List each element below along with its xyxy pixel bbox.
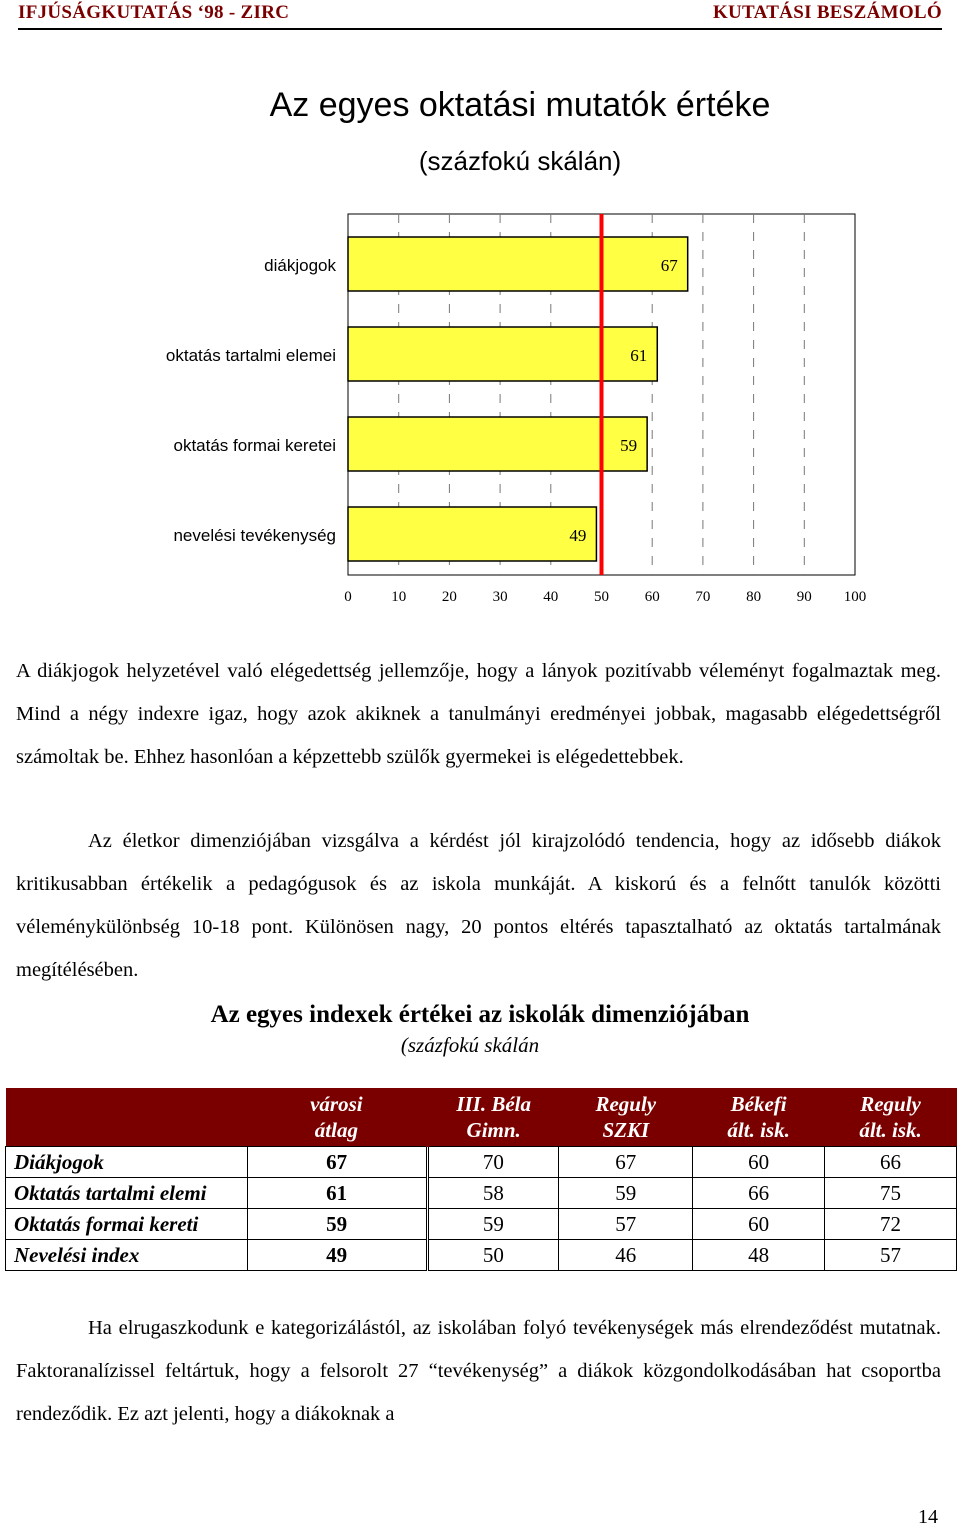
table-cell: 66 xyxy=(693,1178,825,1209)
table-row xyxy=(6,1147,957,1178)
chart-title: Az egyes oktatási mutatók értéke xyxy=(269,86,771,124)
bar xyxy=(348,237,688,291)
table-row xyxy=(6,1209,957,1240)
row-label: Diákjogok xyxy=(6,1147,248,1178)
x-tick-label: 20 xyxy=(441,589,457,605)
table-cell: 46 xyxy=(559,1240,693,1271)
index-table xyxy=(5,1088,957,1271)
table-cell: 59 xyxy=(247,1209,427,1240)
bar-value-label: 59 xyxy=(620,436,638,455)
x-tick-label: 0 xyxy=(344,589,352,605)
x-tick-label: 70 xyxy=(695,589,711,605)
column-header: Békefi ált. isk. xyxy=(693,1088,825,1147)
row-label: Nevelési index xyxy=(6,1240,248,1271)
chart-subtitle: (százfokú skálán) xyxy=(418,146,622,176)
column-header: Reguly ált. isk. xyxy=(825,1088,957,1147)
category-label: oktatás tartalmi elemei xyxy=(165,346,336,365)
x-tick-label: 40 xyxy=(543,589,559,605)
table-cell: 58 xyxy=(427,1178,559,1209)
table-cell: 67 xyxy=(559,1147,693,1178)
table-cell: 48 xyxy=(693,1240,825,1271)
bar-value-label: 61 xyxy=(630,346,648,365)
category-label: nevelési tevékenység xyxy=(173,526,336,545)
table-cell: 60 xyxy=(693,1209,825,1240)
x-tick-label: 50 xyxy=(594,589,609,605)
column-header: III. Béla Gimn. xyxy=(427,1088,559,1147)
bar-value-label: 67 xyxy=(660,256,678,275)
category-label: oktatás formai keretei xyxy=(173,436,336,455)
x-tick-label: 10 xyxy=(391,589,407,605)
table-subtitle: (százfokú skálán xyxy=(400,1033,540,1057)
table-row xyxy=(6,1178,957,1209)
page-header xyxy=(18,0,942,30)
column-header: Reguly SZKI xyxy=(559,1088,693,1147)
table-cell: 72 xyxy=(825,1209,957,1240)
table-title: Az egyes indexek értékei az iskolák dimenziójában xyxy=(210,1001,750,1028)
header-right: KUTATÁSI BESZÁMOLÓ xyxy=(712,2,942,23)
row-label: Oktatás formai kereti xyxy=(6,1209,248,1240)
bar-value-label: 49 xyxy=(569,526,587,545)
x-tick-label: 30 xyxy=(492,589,508,605)
table-header-row xyxy=(6,1088,957,1147)
table-cell: 75 xyxy=(825,1178,957,1209)
paragraph-1: A diákjogok helyzetével való elégedettség jellemzője, hogy a lányok pozitívabb véleményt fogalmaztak meg. Mind a négy indexre igaz, hogy azok akiknek a tanulmányi eredményei jobbak, magasabb elégedettségről számoltak be. Ehhez hasonlóan a képzettebb szülők gyermekei is elégedettebbek. xyxy=(16,660,941,768)
x-tick-label: 60 xyxy=(644,589,660,605)
paragraph-2: Az életkor dimenziójában vizsgálva a kérdést jól kirajzolódó tendencia, hogy az idősebb diákok kritikusabban értékelik a pedagógusok és az iskola munkáját. A kiskorú és a felnőtt tanulók közötti véleménykülönbség 10-18 pont. Különösen nagy, 20 pontos eltérés tapasztalható az oktatás tartalmának megítélésében. xyxy=(16,830,941,981)
header-left: IFJÚSÁGKUTATÁS ‘98 - ZIRC xyxy=(18,2,290,23)
category-label: diákjogok xyxy=(264,256,336,275)
table-cell: 61 xyxy=(247,1178,427,1209)
x-tick-label: 80 xyxy=(746,589,762,605)
bar xyxy=(348,327,657,381)
table-cell: 60 xyxy=(693,1147,825,1178)
table-cell: 66 xyxy=(825,1147,957,1178)
page-number: 14 xyxy=(918,1506,938,1528)
table-cell: 49 xyxy=(247,1240,427,1271)
table-cell: 59 xyxy=(427,1209,559,1240)
table-cell: 57 xyxy=(825,1240,957,1271)
bar xyxy=(348,507,596,561)
table-cell: 70 xyxy=(427,1147,559,1178)
x-tick-label: 100 xyxy=(843,589,867,605)
table-header-empty xyxy=(6,1088,248,1147)
table-cell: 50 xyxy=(427,1240,559,1271)
bar-chart xyxy=(0,200,960,620)
column-header: városi átlag xyxy=(247,1088,427,1147)
paragraph-3: Ha elrugaszkodunk e kategorizálástól, az iskolában folyó tevékenységek más elrendeződést mutatnak. Faktoranalízissel feltártuk, hogy a felsorolt 27 “tevékenység” a diákok közgondolkodásában hat csoportba rendeződik. Ez azt jelenti, hogy a diákoknak a xyxy=(16,1317,941,1425)
table-row xyxy=(6,1240,957,1271)
row-label: Oktatás tartalmi elemi xyxy=(6,1178,248,1209)
table-cell: 67 xyxy=(247,1147,427,1178)
table-cell: 59 xyxy=(559,1178,693,1209)
x-tick-label: 90 xyxy=(796,589,812,605)
table-cell: 57 xyxy=(559,1209,693,1240)
